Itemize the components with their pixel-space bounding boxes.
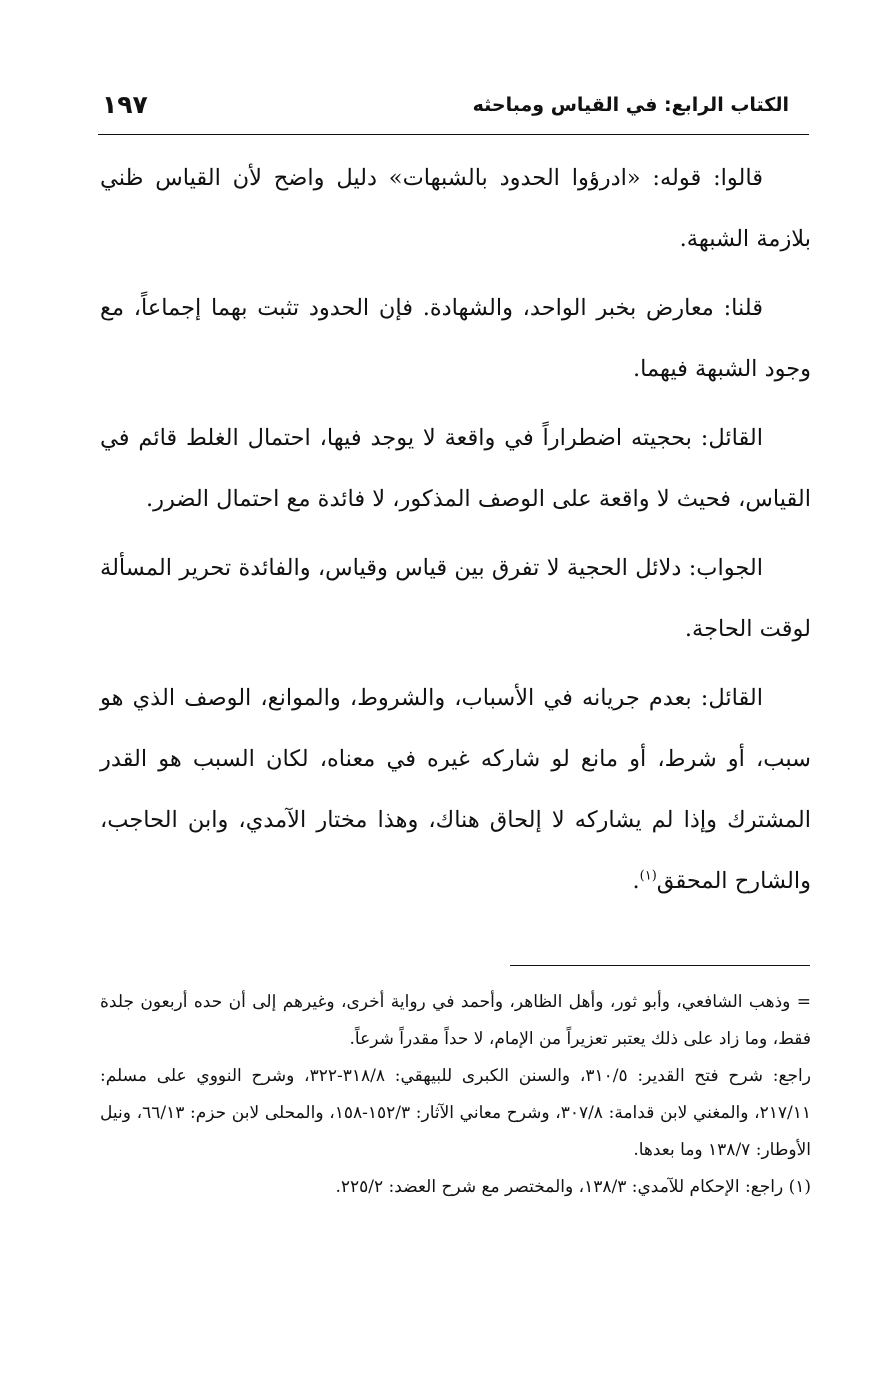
footnote-separator [510, 965, 810, 966]
paragraph-4: الجواب: دلائل الحجية لا تفرق بين قياس وقياس، والفائدة تحرير المسألة لوقت الحاجة. [100, 555, 811, 642]
paragraph-3: القائل: بحجيته اضطراراً في واقعة لا يوجد فيها، احتمال الغلط قائم في القياس، فحيث لا واقعة على الوصف المذكور، لا فائدة مع احتمال الضرر. [100, 425, 811, 512]
paragraph-2: قلنا: معارض بخبر الواحد، والشهادة. فإن الحدود تثبت بهما إجماعاً، مع وجود الشبهة فيهما. [100, 295, 811, 382]
footnote-continued: = وذهب الشافعي، وأبو ثور، وأهل الظاهر، وأحمد في رواية أخرى، وغيرهم إلى أن حده أربعون جلدة فقط، وما زاد على ذلك يعتبر تعزيراً من الإمام، لا حداً مقدراً شرعاً. [100, 992, 811, 1049]
footnotes [100, 984, 811, 1206]
paragraph-5-text: القائل: بعدم جريانه في الأسباب، والشروط، والموانع، الوصف الذي هو سبب، أو شرط، أو مانع لو شاركه غيره في معناه، لكان السبب هو القدر المشترك وإذا لم يشاركه لا إلحاق هناك، وهذا مختار الآمدي، وابن الحاجب، والشارح المحقق [100, 685, 811, 894]
main-text [100, 148, 811, 920]
footnote-references: راجع: شرح فتح القدير: ٣١٠/٥، والسنن الكبرى للبيهقي: ٣١٨/٨-٣٢٢، وشرح النووي على مسلم: ٢١٧/١١، والمغني لابن قدامة: ٣٠٧/٨، وشرح معاني الآثار: ١٥٢/٣-١٥٨، والمحلى لابن حزم: ٦٦/١٣، ونيل الأوطار: ١٣٨/٧ وما بعدها. [100, 1066, 811, 1160]
paragraph-5-end: . [632, 868, 640, 894]
page-header [100, 90, 789, 130]
running-title: الكتاب الرابع: في القياس ومباحثه [472, 94, 789, 116]
page-number: ١٩٧ [102, 90, 148, 119]
paragraph-5 [100, 668, 811, 912]
footnote-reference: (١) [639, 868, 657, 884]
header-rule [98, 134, 809, 135]
footnote-1: (١) راجع: الإحكام للآمدي: ١٣٨/٣، والمختصر مع شرح العضد: ٢٢٥/٢. [335, 1177, 811, 1197]
paragraph-1: قالوا: قوله: «ادرؤوا الحدود بالشبهات» دليل واضح لأن القياس ظني بلازمة الشبهة. [100, 165, 811, 252]
